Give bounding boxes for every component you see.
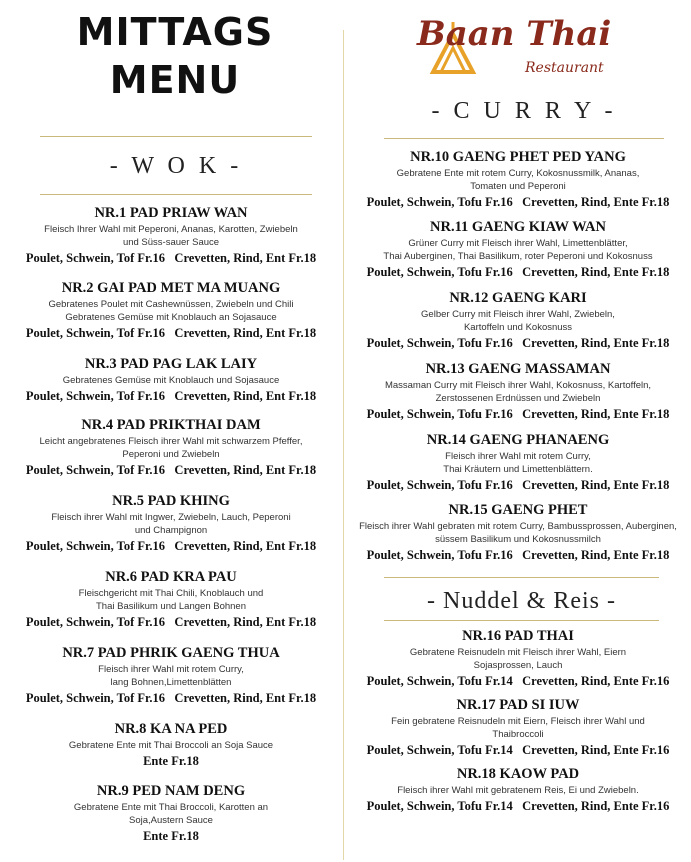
dish-name: NR.12 GAENG KARI (449, 290, 587, 306)
menu-item (10, 279, 332, 342)
section-header-curry: - C U R R Y - (431, 98, 617, 124)
menu-item (10, 720, 332, 770)
dish-description: Gebratene Ente mit Thai Broccoli, Karotten an (73, 802, 269, 813)
dish-price: Poulet, Schwein, Tof Fr.16 Crevetten, Rind, Ent Fr.18 (25, 691, 317, 705)
dish-name: NR.13 GAENG MASSAMAN (425, 361, 611, 377)
dish-description: Sojasprossen, Lauch (473, 660, 563, 671)
dish-price: Poulet, Schwein, Tof Fr.16 Crevetten, Rind, Ent Fr.18 (25, 389, 317, 403)
menu-item (10, 568, 332, 631)
menu-title-line1: MITTAGS (76, 10, 274, 54)
menu-item (352, 360, 684, 423)
menu-item (10, 644, 332, 707)
dish-description: Fleisch ihrer Wahl mit gebratenem Reis, Ei und Zwiebeln. (397, 785, 639, 796)
dish-description: Gebratenes Gemüse mit Knoblauch und Sojasauce (62, 375, 280, 386)
dish-price: Ente Fr.18 (143, 829, 199, 843)
dish-description: Thaibroccoli (492, 729, 544, 740)
menu-item (352, 431, 684, 494)
dish-price: Poulet, Schwein, Tofu Fr.16 Crevetten, Rind, Ente Fr.18 (366, 407, 670, 421)
dish-price: Poulet, Schwein, Tof Fr.16 Crevetten, Rind, Ent Fr.18 (25, 251, 317, 265)
dish-description: und Champignon (134, 525, 208, 536)
dish-name: NR.14 GAENG PHANAENG (426, 432, 610, 448)
dish-name: NR.16 PAD THAI (462, 628, 574, 644)
dish-name: NR.1 PAD PRIAW WAN (94, 205, 248, 221)
menu-item (10, 355, 332, 405)
section-header-wok: - W O K - (109, 153, 243, 179)
dish-description: Gebratene Ente mit Thai Broccoli an Soja Sauce (68, 740, 274, 751)
dish-description: Tomaten und Peperoni (470, 181, 566, 192)
section-header-nudeln: - Nuddel & Reis - (427, 588, 616, 614)
divider-rule (384, 577, 659, 578)
divider-rule (384, 620, 659, 621)
dish-name: NR.11 GAENG KIAW WAN (430, 219, 606, 235)
dish-description: Thai Basilikum und Langen Bohnen (96, 601, 246, 612)
dish-description: Fleisch ihrer Wahl mit rotem Curry, (445, 451, 591, 462)
dish-description: Soja,Austern Sauce (129, 815, 213, 826)
dish-description: süssem Basilikum und Kokosnussmilch (435, 534, 601, 545)
dish-price: Poulet, Schwein, Tofu Fr.16 Crevetten, Rind, Ente Fr.18 (366, 478, 670, 492)
dish-description: Fleisch Ihrer Wahl mit Peperoni, Ananas, Karotten, Zwiebeln (44, 224, 298, 235)
dish-price: Poulet, Schwein, Tofu Fr.14 Crevetten, Rind, Ente Fr.16 (366, 743, 670, 757)
dish-description: Gebratene Ente mit rotem Curry, Kokosnussmilk, Ananas, (396, 168, 640, 179)
dish-description: lang Bohnen,Limettenblätten (110, 677, 232, 688)
menu-item (10, 416, 332, 479)
dish-price: Poulet, Schwein, Tofu Fr.16 Crevetten, Rind, Ente Fr.18 (366, 265, 670, 279)
dish-description: Gebratenes Gemüse mit Knoblauch an Sojasauce (65, 312, 277, 323)
dish-description: Fein gebratene Reisnudeln mit Eiern, Fleisch ihrer Wahl und (391, 716, 645, 727)
dish-description: Gebratene Reisnudeln mit Fleisch ihrer Wahl, Eiern (409, 647, 627, 658)
dish-price: Poulet, Schwein, Tofu Fr.14 Crevetten, Rind, Ente Fr.16 (366, 799, 670, 813)
column-divider (343, 30, 344, 860)
dish-price: Poulet, Schwein, Tof Fr.16 Crevetten, Rind, Ent Fr.18 (25, 326, 317, 340)
dish-description: Leicht angebratenes Fleisch ihrer Wahl mit schwarzem Pfeffer, (39, 436, 303, 447)
dish-price: Ente Fr.18 (143, 754, 199, 768)
dish-price: Poulet, Schwein, Tofu Fr.16 Crevetten, Rind, Ente Fr.18 (366, 195, 670, 209)
dish-description: Grüner Curry mit Fleisch ihrer Wahl, Limettenblätter, (408, 238, 628, 249)
dish-name: NR.17 PAD SI IUW (456, 697, 580, 713)
dish-description: und Süss-sauer Sauce (122, 237, 220, 248)
dish-name: NR.3 PAD PAG LAK LAIY (84, 356, 258, 372)
dish-description: Fleischgericht mit Thai Chili, Knoblauch und (78, 588, 264, 599)
dish-name: NR.10 GAENG PHET PED YANG (410, 149, 626, 165)
menu-item (352, 627, 684, 690)
dish-name: NR.5 PAD KHING (112, 493, 230, 509)
dish-description: Peperoni und Zwiebeln (122, 449, 220, 460)
dish-name: NR.4 PAD PRIKTHAI DAM (81, 417, 261, 433)
restaurant-logo (405, 10, 655, 90)
divider-rule (40, 194, 312, 195)
dish-price: Poulet, Schwein, Tofu Fr.14 Crevetten, Rind, Ente Fr.16 (366, 674, 670, 688)
dish-price: Poulet, Schwein, Tof Fr.16 Crevetten, Rind, Ent Fr.18 (25, 463, 317, 477)
dish-name: NR.9 PED NAM DENG (96, 783, 246, 799)
menu-item (352, 148, 684, 211)
menu-item (352, 289, 684, 352)
menu-item (10, 492, 332, 555)
dish-description: Gelber Curry mit Fleisch ihrer Wahl, Zwiebeln, (421, 309, 615, 320)
dish-description: Kartoffeln und Kokosnuss (463, 322, 573, 333)
dish-price: Poulet, Schwein, Tofu Fr.16 Crevetten, Rind, Ente Fr.18 (366, 336, 670, 350)
dish-name: NR.6 PAD KRA PAU (105, 569, 237, 585)
menu-item (352, 218, 684, 281)
dish-name: NR.2 GAI PAD MET MA MUANG (61, 280, 281, 296)
dish-price: Poulet, Schwein, Tof Fr.16 Crevetten, Rind, Ent Fr.18 (25, 615, 317, 629)
menu-item (352, 696, 684, 759)
menu-title-line2: MENU (109, 58, 241, 102)
dish-description: Gebratenes Poulet mit Cashewnüssen, Zwiebeln und Chili (48, 299, 294, 310)
menu-item (10, 782, 332, 845)
dish-description: Thai Auberginen, Thai Basilikum, roter Peperoni und Kokosnuss (383, 251, 653, 262)
divider-rule (40, 136, 312, 137)
dish-description: Fleisch ihrer Wahl mit Ingwer, Zwiebeln, Lauch, Peperoni (51, 512, 291, 523)
divider-rule (384, 138, 664, 139)
dish-price: Poulet, Schwein, Tofu Fr.16 Crevetten, Rind, Ente Fr.18 (366, 548, 670, 562)
dish-description: Fleisch ihrer Wahl mit rotem Curry, (98, 664, 244, 675)
dish-description: Massaman Curry mit Fleisch ihrer Wahl, Kokosnuss, Kartoffeln, (384, 380, 652, 391)
dish-description: Zerstossenen Erdnüssen und Zwiebeln (435, 393, 601, 404)
logo-name: Baan Thai (417, 14, 612, 54)
dish-name: NR.18 KAOW PAD (456, 766, 580, 782)
menu-item (10, 204, 332, 267)
dish-name: NR.8 KA NA PED (114, 721, 228, 737)
dish-description: Fleisch ihrer Wahl gebraten mit rotem Curry, Bambussprossen, Auberginen, (359, 521, 677, 532)
dish-price: Poulet, Schwein, Tof Fr.16 Crevetten, Rind, Ent Fr.18 (25, 539, 317, 553)
menu-item (352, 765, 684, 815)
dish-name: NR.15 GAENG PHET (448, 502, 588, 518)
dish-description: Thai Kräutern und Limettenblättern. (443, 464, 593, 475)
menu-item (352, 501, 684, 564)
dish-name: NR.7 PAD PHRIK GAENG THUA (62, 645, 280, 661)
logo-subtitle: Restaurant (525, 60, 604, 76)
